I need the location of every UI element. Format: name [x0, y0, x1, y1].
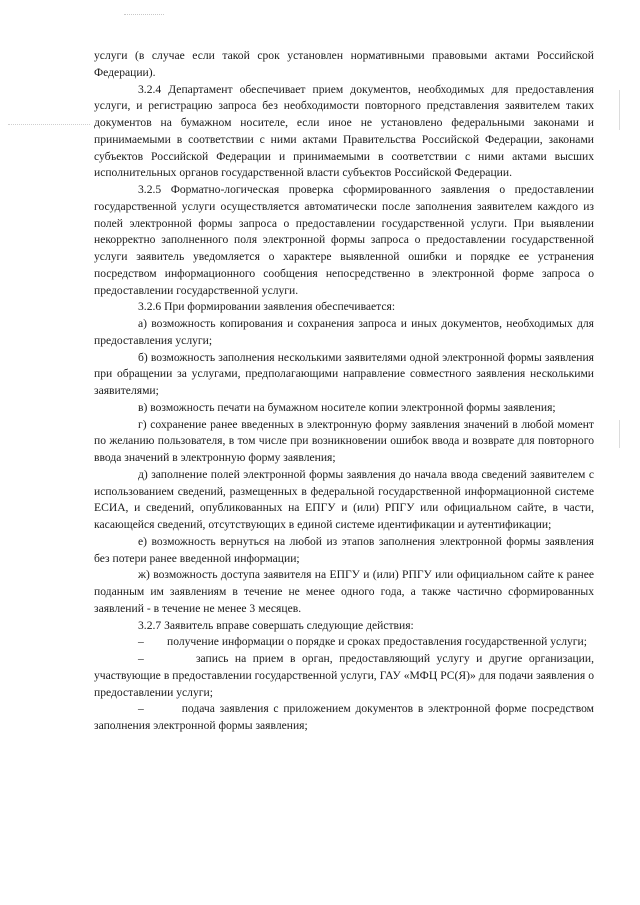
list-item-zh: ж) возможность доступа заявителя на ЕПГУ и (или) РПГУ или официальном сайте к ранее поданным им заявлениям в течение не менее одного года, а также частично сформированных заявлений - в течение не менее 3 месяцев. [94, 568, 594, 615]
paragraph-3-2-5: 3.2.5 Форматно-логическая проверка сформированного заявления о предоставлении государственной услуги осуществляется автоматически после заполнения заявителем каждого из полей электронной формы запроса о предоставлении государственной услуги. При выявлении некорректно заполненного поля электронной формы запроса о предоставлении государственной услуги заявитель уведомляется о характере выявленной ошибки и порядке ее устранения посредством информационного сообщения непосредственно в электронной форме запроса о предоставлении государственной услуги. [94, 183, 594, 297]
list-item-a: а) возможность копирования и сохранения запроса и иных документов, необходимых для предоставления услуги; [94, 317, 594, 347]
scan-margin-mark [619, 90, 620, 130]
scan-artifact [8, 124, 90, 129]
scan-artifact [124, 14, 164, 21]
paragraph-3-2-4: 3.2.4 Департамент обеспечивает прием документов, необходимых для предоставления услуги, и регистрацию запроса без необходимости повторного представления заявителем таких документов на бумажном носителе, если иное не установлено федеральными законами и принимаемыми в соответствии с ними актами Правительства Российской Федерации, законами субъектов Российской Федерации и принимаемыми в соответствии с ними актами высших исполнительных органов государственной власти субъектов Российской Федерации. [94, 82, 594, 180]
scan-margin-mark [619, 420, 620, 448]
paragraph-continuation: услуги (в случае если такой срок установлен нормативными правовыми актами Российской Федерации). [94, 49, 594, 79]
document-page [94, 48, 594, 735]
list-item-g: г) сохранение ранее введенных в электронную форму заявления значений в любой момент по желанию пользователя, в том числе при возникновении ошибок ввода и возврате для повторного ввода значений в электронную форму заявления; [94, 417, 594, 464]
dash-item-info: – получение информации о порядке и сроках предоставления государственной услуги; [138, 635, 587, 649]
paragraph-3-2-7: 3.2.7 Заявитель вправе совершать следующие действия: [138, 618, 414, 632]
list-item-d: д) заполнение полей электронной формы заявления до начала ввода сведений заявителем с использованием сведений, размещенных в федеральной государственной информационной системе ЕСИА, и сведений, опубликованных на ЕПГУ и (или) РПГУ или официальном сайте, в части, касающейся сведений, отсутствующих в единой системе идентификации и аутентификации; [94, 467, 594, 531]
dash-item-submission: – подача заявления с приложением документов в электронной форме посредством заполнения электронной формы заявления; [94, 702, 594, 732]
list-item-e: е) возможность вернуться на любой из этапов заполнения электронной формы заявления без потери ранее введенной информации; [94, 534, 594, 565]
list-item-b: б) возможность заполнения несколькими заявителями одной электронной формы заявления при обращении за услугами, предполагающими направление совместного заявления несколькими заявителями; [94, 350, 594, 397]
list-item-v: в) возможность печати на бумажном носителе копии электронной формы заявления; [138, 400, 556, 414]
paragraph-3-2-6: 3.2.6 При формировании заявления обеспечивается: [138, 300, 396, 314]
dash-item-appointment: – запись на прием в орган, предоставляющий услугу и другие организации, участвующие в предоставлении государственной услуги, ГАУ «МФЦ РС(Я)» для подачи заявления о предоставлении услуги; [94, 652, 594, 699]
